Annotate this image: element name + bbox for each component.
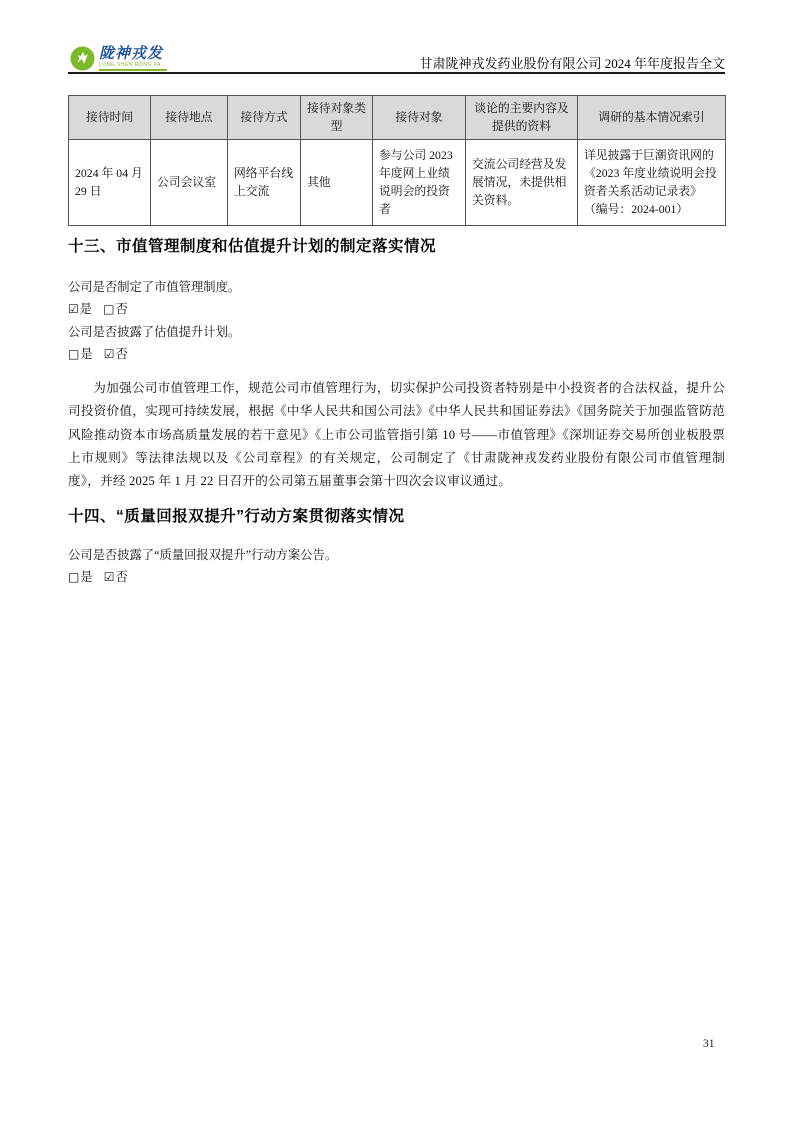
checkbox-checked-icon: ☑ bbox=[103, 570, 115, 584]
section-13-paragraph: 为加强公司市值管理工作，规范公司市值管理行为，切实保护公司投资者特别是中小投资者的合法权益，提升公司投资价值，实现可持续发展，根据《中华人民共和国公司法》《中华人民共和国证券法》《国务院关于加强监管防范风险推动资本市场高质量发展的若干意见》《上市公司监管指引第 10 号——市值管理》《深圳证券交易所创业板股票上市规则》等法律法规以及《公司章程》的有关规定，公司制定了《甘肃陇神戎发药业股份有限公司市值管理制度》，并经 2025 年 1 月 22 日召开的公司第五届董事会第十四次会议审议通过。 bbox=[68, 381, 725, 489]
col-header-reception-object: 接待对象 bbox=[373, 96, 466, 140]
col-header-reception-place: 接待地点 bbox=[151, 96, 228, 140]
brand-tagline: LONG SHEN RONG FA bbox=[99, 63, 167, 71]
cell-reception-time: 2024 年 04 月 29 日 bbox=[69, 139, 151, 225]
col-header-object-type: 接待对象类型 bbox=[301, 96, 373, 140]
checkbox-label: 否 bbox=[115, 347, 128, 361]
col-header-reception-method: 接待方式 bbox=[228, 96, 301, 140]
brand-name: 陇神戎发 bbox=[99, 45, 164, 62]
col-header-reception-time: 接待时间 bbox=[69, 96, 151, 140]
checkbox-checked-icon: ☑ bbox=[68, 302, 79, 316]
reception-table-row bbox=[69, 139, 726, 225]
company-logo-icon bbox=[70, 46, 95, 71]
cell-reception-method: 网络平台线上交流 bbox=[228, 139, 301, 225]
reception-table-header-row bbox=[69, 96, 726, 140]
checkbox-label: 是 bbox=[80, 347, 93, 361]
checkbox-label: 否 bbox=[115, 302, 128, 316]
col-header-survey-index: 调研的基本情况索引 bbox=[578, 96, 726, 140]
reception-table bbox=[68, 95, 726, 226]
checkbox-option-yes bbox=[68, 302, 92, 316]
report-title: 甘肃陇神戎发药业股份有限公司 2024 年年度报告全文 bbox=[419, 56, 725, 71]
checkbox-option-no bbox=[103, 302, 128, 316]
cell-object-type: 其他 bbox=[301, 139, 373, 225]
cell-reception-object: 参与公司 2023 年度网上业绩说明会的投资者 bbox=[373, 139, 466, 225]
company-logo bbox=[70, 46, 167, 71]
checkbox-option-no bbox=[104, 347, 128, 361]
section-13-answer-2 bbox=[68, 344, 725, 362]
page-header bbox=[68, 46, 725, 74]
section-13-heading: 十三、市值管理制度和估值提升计划的制定落实情况 bbox=[68, 238, 437, 255]
section-14-question-1: 公司是否披露了“质量回报双提升”行动方案公告。 bbox=[68, 548, 338, 562]
checkbox-unchecked-icon: □ bbox=[68, 347, 80, 361]
checkbox-label: 否 bbox=[115, 570, 128, 584]
checkbox-unchecked-icon: □ bbox=[103, 302, 115, 316]
section-14-answer-1 bbox=[68, 567, 725, 585]
section-13-answer-1 bbox=[68, 299, 725, 317]
col-header-discussion-content: 谈论的主要内容及提供的资料 bbox=[466, 96, 578, 140]
section-13-question-1: 公司是否制定了市值管理制度。 bbox=[68, 280, 241, 294]
checkbox-label: 是 bbox=[79, 302, 93, 316]
logo-text bbox=[99, 46, 167, 71]
cell-survey-index: 详见披露于巨潮资讯网的《2023 年度业绩说明会投资者关系活动记录表》（编号：2024-001） bbox=[578, 139, 726, 225]
page-number: 31 bbox=[703, 1038, 715, 1050]
cell-reception-place: 公司会议室 bbox=[151, 139, 228, 225]
section-13-question-2: 公司是否披露了估值提升计划。 bbox=[68, 325, 241, 339]
header-divider bbox=[68, 72, 725, 74]
section-14-heading: 十四、“质量回报双提升”行动方案贯彻落实情况 bbox=[68, 508, 405, 525]
checkbox-option-no bbox=[104, 570, 128, 584]
cell-discussion-content: 交流公司经营及发展情况，未提供相关资料。 bbox=[466, 139, 578, 225]
checkbox-option-yes bbox=[68, 347, 93, 361]
checkbox-unchecked-icon: □ bbox=[68, 570, 80, 584]
checkbox-label: 是 bbox=[80, 570, 93, 584]
checkbox-option-yes bbox=[68, 570, 93, 584]
checkbox-checked-icon: ☑ bbox=[103, 347, 115, 361]
